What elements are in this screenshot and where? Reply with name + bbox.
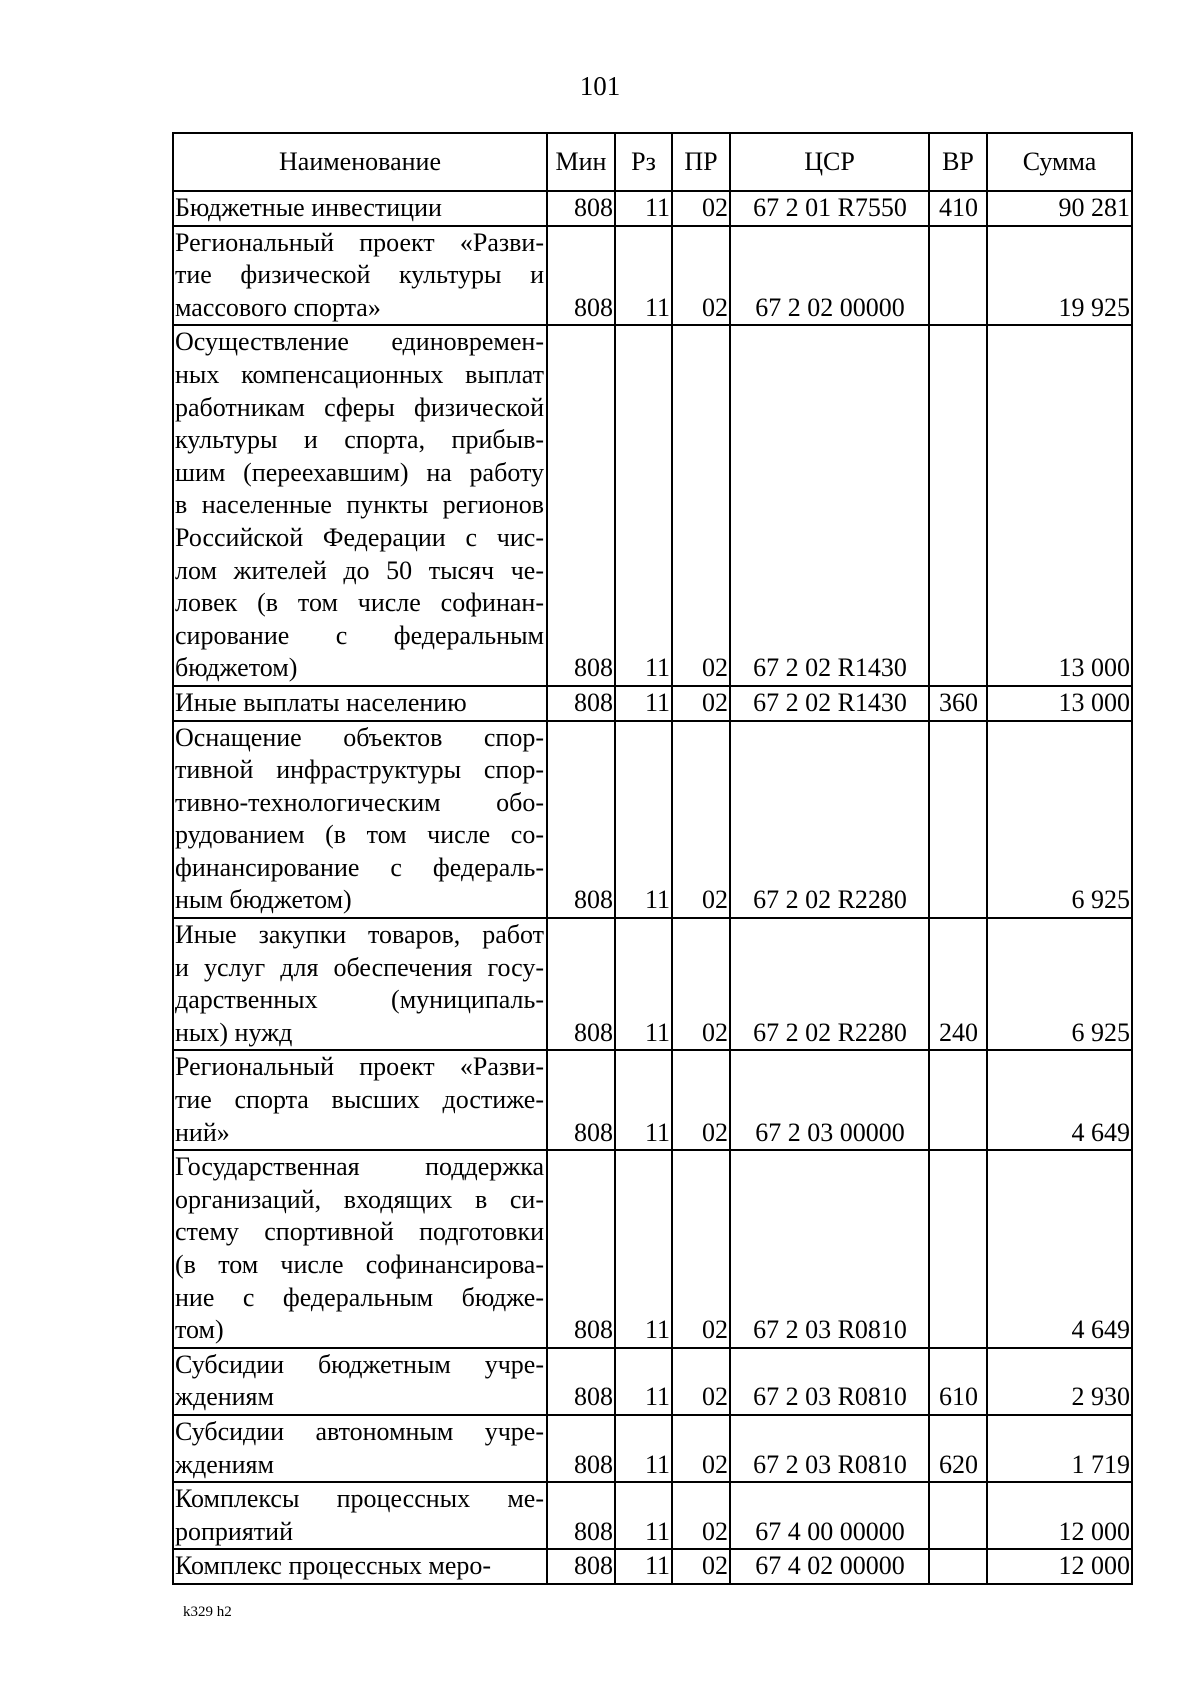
table-row: [173, 721, 1132, 919]
cell-pr: 02: [672, 1150, 730, 1348]
cell-rz: 11: [615, 191, 672, 226]
cell-name-line: Субсидии автономным учре-: [175, 1416, 544, 1446]
header-sum: Сумма: [987, 133, 1132, 191]
table-row: [173, 1415, 1132, 1482]
cell-name-line: Иные закупки товаров, работ: [175, 920, 544, 950]
footer-code: k329 h2: [183, 1604, 232, 1620]
cell-sum: 6 925: [987, 721, 1132, 919]
cell-min: 808: [547, 686, 615, 721]
cell-name-line: ным бюджетом): [175, 885, 352, 915]
cell-rz: 11: [615, 1415, 672, 1482]
cell-csr: 67 2 02 R1430: [730, 686, 929, 721]
cell-min: 808: [547, 1150, 615, 1348]
cell-name-line: Оснащение объектов спор-: [175, 722, 544, 752]
header-name: Наименование: [173, 133, 547, 191]
cell-vr: [929, 1549, 987, 1584]
cell-rz: 11: [615, 721, 672, 919]
cell-name-line: организаций, входящих в си-: [175, 1184, 544, 1214]
cell-pr: 02: [672, 1348, 730, 1415]
table-row: [173, 1348, 1132, 1415]
cell-name: [173, 226, 547, 326]
cell-name: [173, 918, 547, 1050]
cell-name-line: шим (переехавшим) на работу: [175, 457, 544, 487]
cell-pr: 02: [672, 226, 730, 326]
cell-csr: 67 2 03 R0810: [730, 1150, 929, 1348]
cell-min: 808: [547, 1415, 615, 1482]
table-row: [173, 226, 1132, 326]
cell-name-line: Бюджетные инвестиции: [175, 193, 442, 222]
cell-pr: 02: [672, 721, 730, 919]
cell-min: 808: [547, 1348, 615, 1415]
cell-name-line: тивной инфраструктуры спор-: [175, 755, 544, 785]
cell-min: 808: [547, 325, 615, 686]
table-row: [173, 1549, 1132, 1584]
cell-rz: 11: [615, 1348, 672, 1415]
cell-name: [173, 1348, 547, 1415]
cell-rz: 11: [615, 1050, 672, 1150]
cell-csr: 67 2 02 00000: [730, 226, 929, 326]
table-body: [173, 191, 1132, 1584]
cell-name-line: том): [175, 1315, 224, 1345]
cell-name-line: финансирование с федераль-: [175, 852, 544, 882]
cell-name-line: лом жителей до 50 тысяч че-: [175, 555, 544, 585]
cell-csr: 67 4 02 00000: [730, 1549, 929, 1584]
cell-pr: 02: [672, 191, 730, 226]
cell-name-line: культуры и спорта, прибыв-: [175, 425, 544, 455]
cell-pr: 02: [672, 325, 730, 686]
cell-name-line: Комплексы процессных ме-: [175, 1484, 544, 1514]
cell-pr: 02: [672, 1050, 730, 1150]
table-header-row: [173, 133, 1132, 191]
cell-pr: 02: [672, 686, 730, 721]
cell-name-line: ждениям: [175, 1382, 274, 1412]
cell-sum: 2 930: [987, 1348, 1132, 1415]
cell-name-line: сирование с федеральным: [175, 620, 544, 650]
cell-min: 808: [547, 1482, 615, 1549]
cell-vr: [929, 1150, 987, 1348]
cell-vr: 610: [929, 1348, 987, 1415]
cell-name-line: рудованием (в том числе со-: [175, 820, 544, 850]
header-rz: Рз: [615, 133, 672, 191]
cell-sum: 4 649: [987, 1150, 1132, 1348]
cell-pr: 02: [672, 1482, 730, 1549]
cell-vr: 620: [929, 1415, 987, 1482]
cell-csr: 67 4 00 00000: [730, 1482, 929, 1549]
cell-name: [173, 686, 547, 721]
cell-min: 808: [547, 226, 615, 326]
cell-rz: 11: [615, 918, 672, 1050]
cell-rz: 11: [615, 1549, 672, 1584]
cell-name: [173, 1415, 547, 1482]
cell-min: 808: [547, 191, 615, 226]
cell-vr: [929, 1050, 987, 1150]
cell-sum: 12 000: [987, 1482, 1132, 1549]
cell-name: [173, 1150, 547, 1348]
cell-sum: 90 281: [987, 191, 1132, 226]
cell-name-line: Региональный проект «Разви-: [175, 1052, 544, 1082]
cell-pr: 02: [672, 1549, 730, 1584]
cell-name-line: Российской Федерации с чис-: [175, 522, 544, 552]
cell-min: 808: [547, 721, 615, 919]
cell-name: [173, 191, 547, 226]
cell-name-line: дарственных (муниципаль-: [175, 985, 544, 1015]
cell-name-line: Субсидии бюджетным учре-: [175, 1349, 544, 1379]
cell-csr: 67 2 01 R7550: [730, 191, 929, 226]
cell-name: [173, 1549, 547, 1584]
budget-table: [172, 132, 1133, 1585]
cell-name-line: Осуществление единовремен-: [175, 327, 544, 357]
cell-min: 808: [547, 918, 615, 1050]
table-row: [173, 1050, 1132, 1150]
cell-sum: 13 000: [987, 686, 1132, 721]
cell-csr: 67 2 03 00000: [730, 1050, 929, 1150]
cell-name-line: массового спорта»: [175, 292, 381, 322]
cell-name-line: Региональный проект «Разви-: [175, 227, 544, 257]
header-csr: ЦСР: [730, 133, 929, 191]
cell-name-line: ных компенсационных выплат: [175, 359, 544, 389]
cell-csr: 67 2 02 R1430: [730, 325, 929, 686]
cell-vr: [929, 721, 987, 919]
cell-csr: 67 2 02 R2280: [730, 721, 929, 919]
table-row: [173, 191, 1132, 226]
cell-vr: [929, 226, 987, 326]
cell-name-line: ловек (в том числе софинан-: [175, 588, 544, 618]
cell-sum: 6 925: [987, 918, 1132, 1050]
cell-name-line: Комплекс процессных меро-: [175, 1551, 492, 1581]
cell-sum: 19 925: [987, 226, 1132, 326]
cell-name-line: ных) нужд: [175, 1017, 293, 1047]
cell-name-line: бюджетом): [175, 653, 298, 683]
table-row: [173, 918, 1132, 1050]
cell-sum: 4 649: [987, 1050, 1132, 1150]
header-pr: ПР: [672, 133, 730, 191]
cell-name: [173, 325, 547, 686]
cell-vr: [929, 1482, 987, 1549]
header-min: Мин: [547, 133, 615, 191]
cell-name-line: Иные выплаты населению: [175, 687, 467, 717]
cell-name-line: стему спортивной подготовки: [175, 1217, 544, 1247]
cell-name: [173, 1482, 547, 1549]
cell-min: 808: [547, 1050, 615, 1150]
cell-name-line: тие физической культуры и: [175, 260, 544, 290]
cell-rz: 11: [615, 686, 672, 721]
cell-name: [173, 721, 547, 919]
cell-name-line: в населенные пункты регионов: [175, 490, 544, 520]
cell-name-line: и услуг для обеспечения госу-: [175, 952, 544, 982]
cell-name-line: тие спорта высших достиже-: [175, 1085, 544, 1115]
cell-name-line: ждениям: [175, 1449, 274, 1479]
cell-vr: 360: [929, 686, 987, 721]
cell-rz: 11: [615, 1482, 672, 1549]
cell-pr: 02: [672, 1415, 730, 1482]
cell-csr: 67 2 03 R0810: [730, 1415, 929, 1482]
cell-csr: 67 2 03 R0810: [730, 1348, 929, 1415]
cell-name-line: ние с федеральным бюдже-: [175, 1282, 544, 1312]
table-row: [173, 1482, 1132, 1549]
cell-name-line: тивно-технологическим обо-: [175, 787, 544, 817]
cell-name-line: (в том числе софинансирова-: [175, 1250, 544, 1279]
cell-sum: 1 719: [987, 1415, 1132, 1482]
cell-rz: 11: [615, 1150, 672, 1348]
cell-name-line: роприятий: [175, 1516, 293, 1546]
cell-sum: 13 000: [987, 325, 1132, 686]
cell-pr: 02: [672, 918, 730, 1050]
table-row: [173, 686, 1132, 721]
cell-csr: 67 2 02 R2280: [730, 918, 929, 1050]
cell-vr: [929, 325, 987, 686]
table-row: [173, 1150, 1132, 1348]
cell-sum: 12 000: [987, 1549, 1132, 1584]
cell-name-line: работникам сферы физической: [175, 392, 544, 422]
cell-rz: 11: [615, 226, 672, 326]
header-vr: ВР: [929, 133, 987, 191]
page-number: 101: [579, 71, 621, 101]
cell-vr: 410: [929, 191, 987, 226]
cell-rz: 11: [615, 325, 672, 686]
cell-name-line: ний»: [175, 1117, 230, 1147]
cell-name-line: Государственная поддержка: [175, 1152, 544, 1182]
cell-name: [173, 1050, 547, 1150]
cell-min: 808: [547, 1549, 615, 1584]
table-row: [173, 325, 1132, 686]
cell-vr: 240: [929, 918, 987, 1050]
